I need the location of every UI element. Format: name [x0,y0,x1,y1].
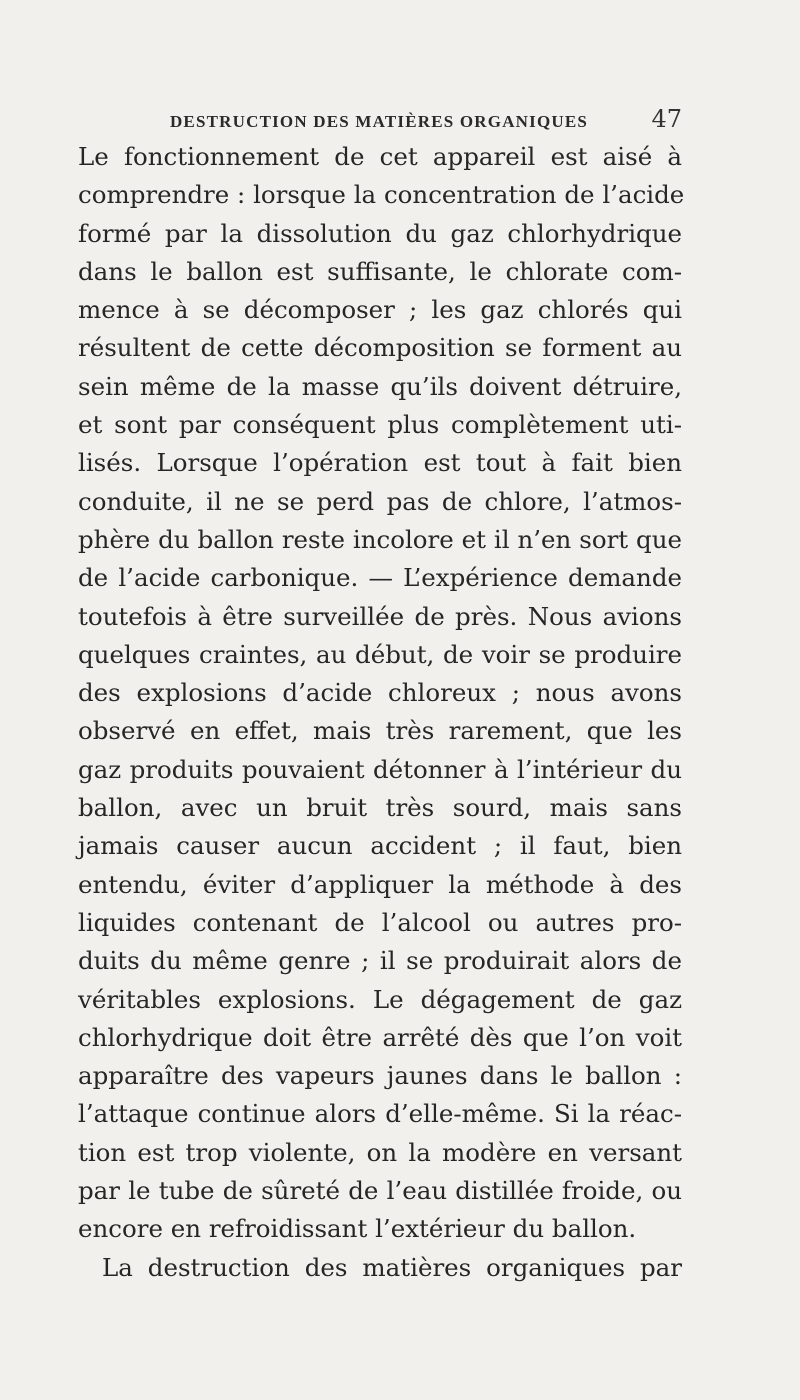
text-line: quelques craintes, au début, de voir se produire [78,639,682,669]
running-title: DESTRUCTION DES MATIÈRES ORGANIQUES [169,112,589,131]
text-line: des explosions d’acide chloreux ; nous avons [78,678,682,708]
text-line: ballon, avec un bruit très sourd, mais sans [78,793,682,823]
text-line: et sont par conséquent plus complètement uti- [78,410,682,440]
text-line: formé par la dissolution du gaz chlorhydrique [78,218,682,248]
running-head [76,105,682,138]
text-line: sein même de la masse qu’ils doivent détruire, [78,371,682,401]
text-line: par le tube de sûreté de l’eau distillée froide, ou [78,1176,682,1206]
text-line: liquides contenant de l’alcool ou autres pro- [78,907,682,937]
text-line: véritables explosions. Le dégagement de gaz [78,984,682,1014]
text-line: toutefois à être surveillée de près. Nous avions [78,601,682,631]
text-line: observé en effet, mais très rarement, que les [78,716,682,746]
text-line: phère du ballon reste incolore et il n’en sort que [78,524,682,554]
text-line: gaz produits pouvaient détonner à l’intérieur du [78,754,682,784]
text-line: jamais causer aucun accident ; il faut, bien [78,831,682,861]
text-line: dans le ballon est suffisante, le chlorate com- [78,256,682,286]
text-line: entendu, éviter d’appliquer la méthode à des [78,869,682,899]
page-number: 47 [651,105,682,133]
text-line: résultent de cette décomposition se forment au [78,333,682,363]
text-line: chlorhydrique doit être arrêté dès que l’on voit [78,1022,682,1052]
text-line: mence à se décomposer ; les gaz chlorés qui [78,295,682,325]
text-line: de l’acide carbonique. — L’expérience demande [78,563,682,593]
text-line: lisés. Lorsque l’opération est tout à fait bien [78,448,682,478]
text-line: encore en refroidissant l’extérieur du ballon. [78,1214,637,1244]
text-line: comprendre : lorsque la concentration de l’acide [78,180,685,210]
text-line: Le fonctionnement de cet appareil est aisé à [78,142,682,171]
body-text [78,138,685,1287]
text-line: l’attaque continue alors d’elle-même. Si la réac- [78,1099,682,1129]
text-line: conduite, il ne se perd pas de chlore, l’atmos- [78,486,682,516]
text-line: tion est trop violente, on la modère en versant [78,1137,682,1167]
text-line: La destruction des matières organiques par [102,1252,682,1282]
text-line: duits du même genre ; il se produirait alors de [78,946,682,976]
text-line: apparaître des vapeurs jaunes dans le ballon : [78,1061,682,1091]
